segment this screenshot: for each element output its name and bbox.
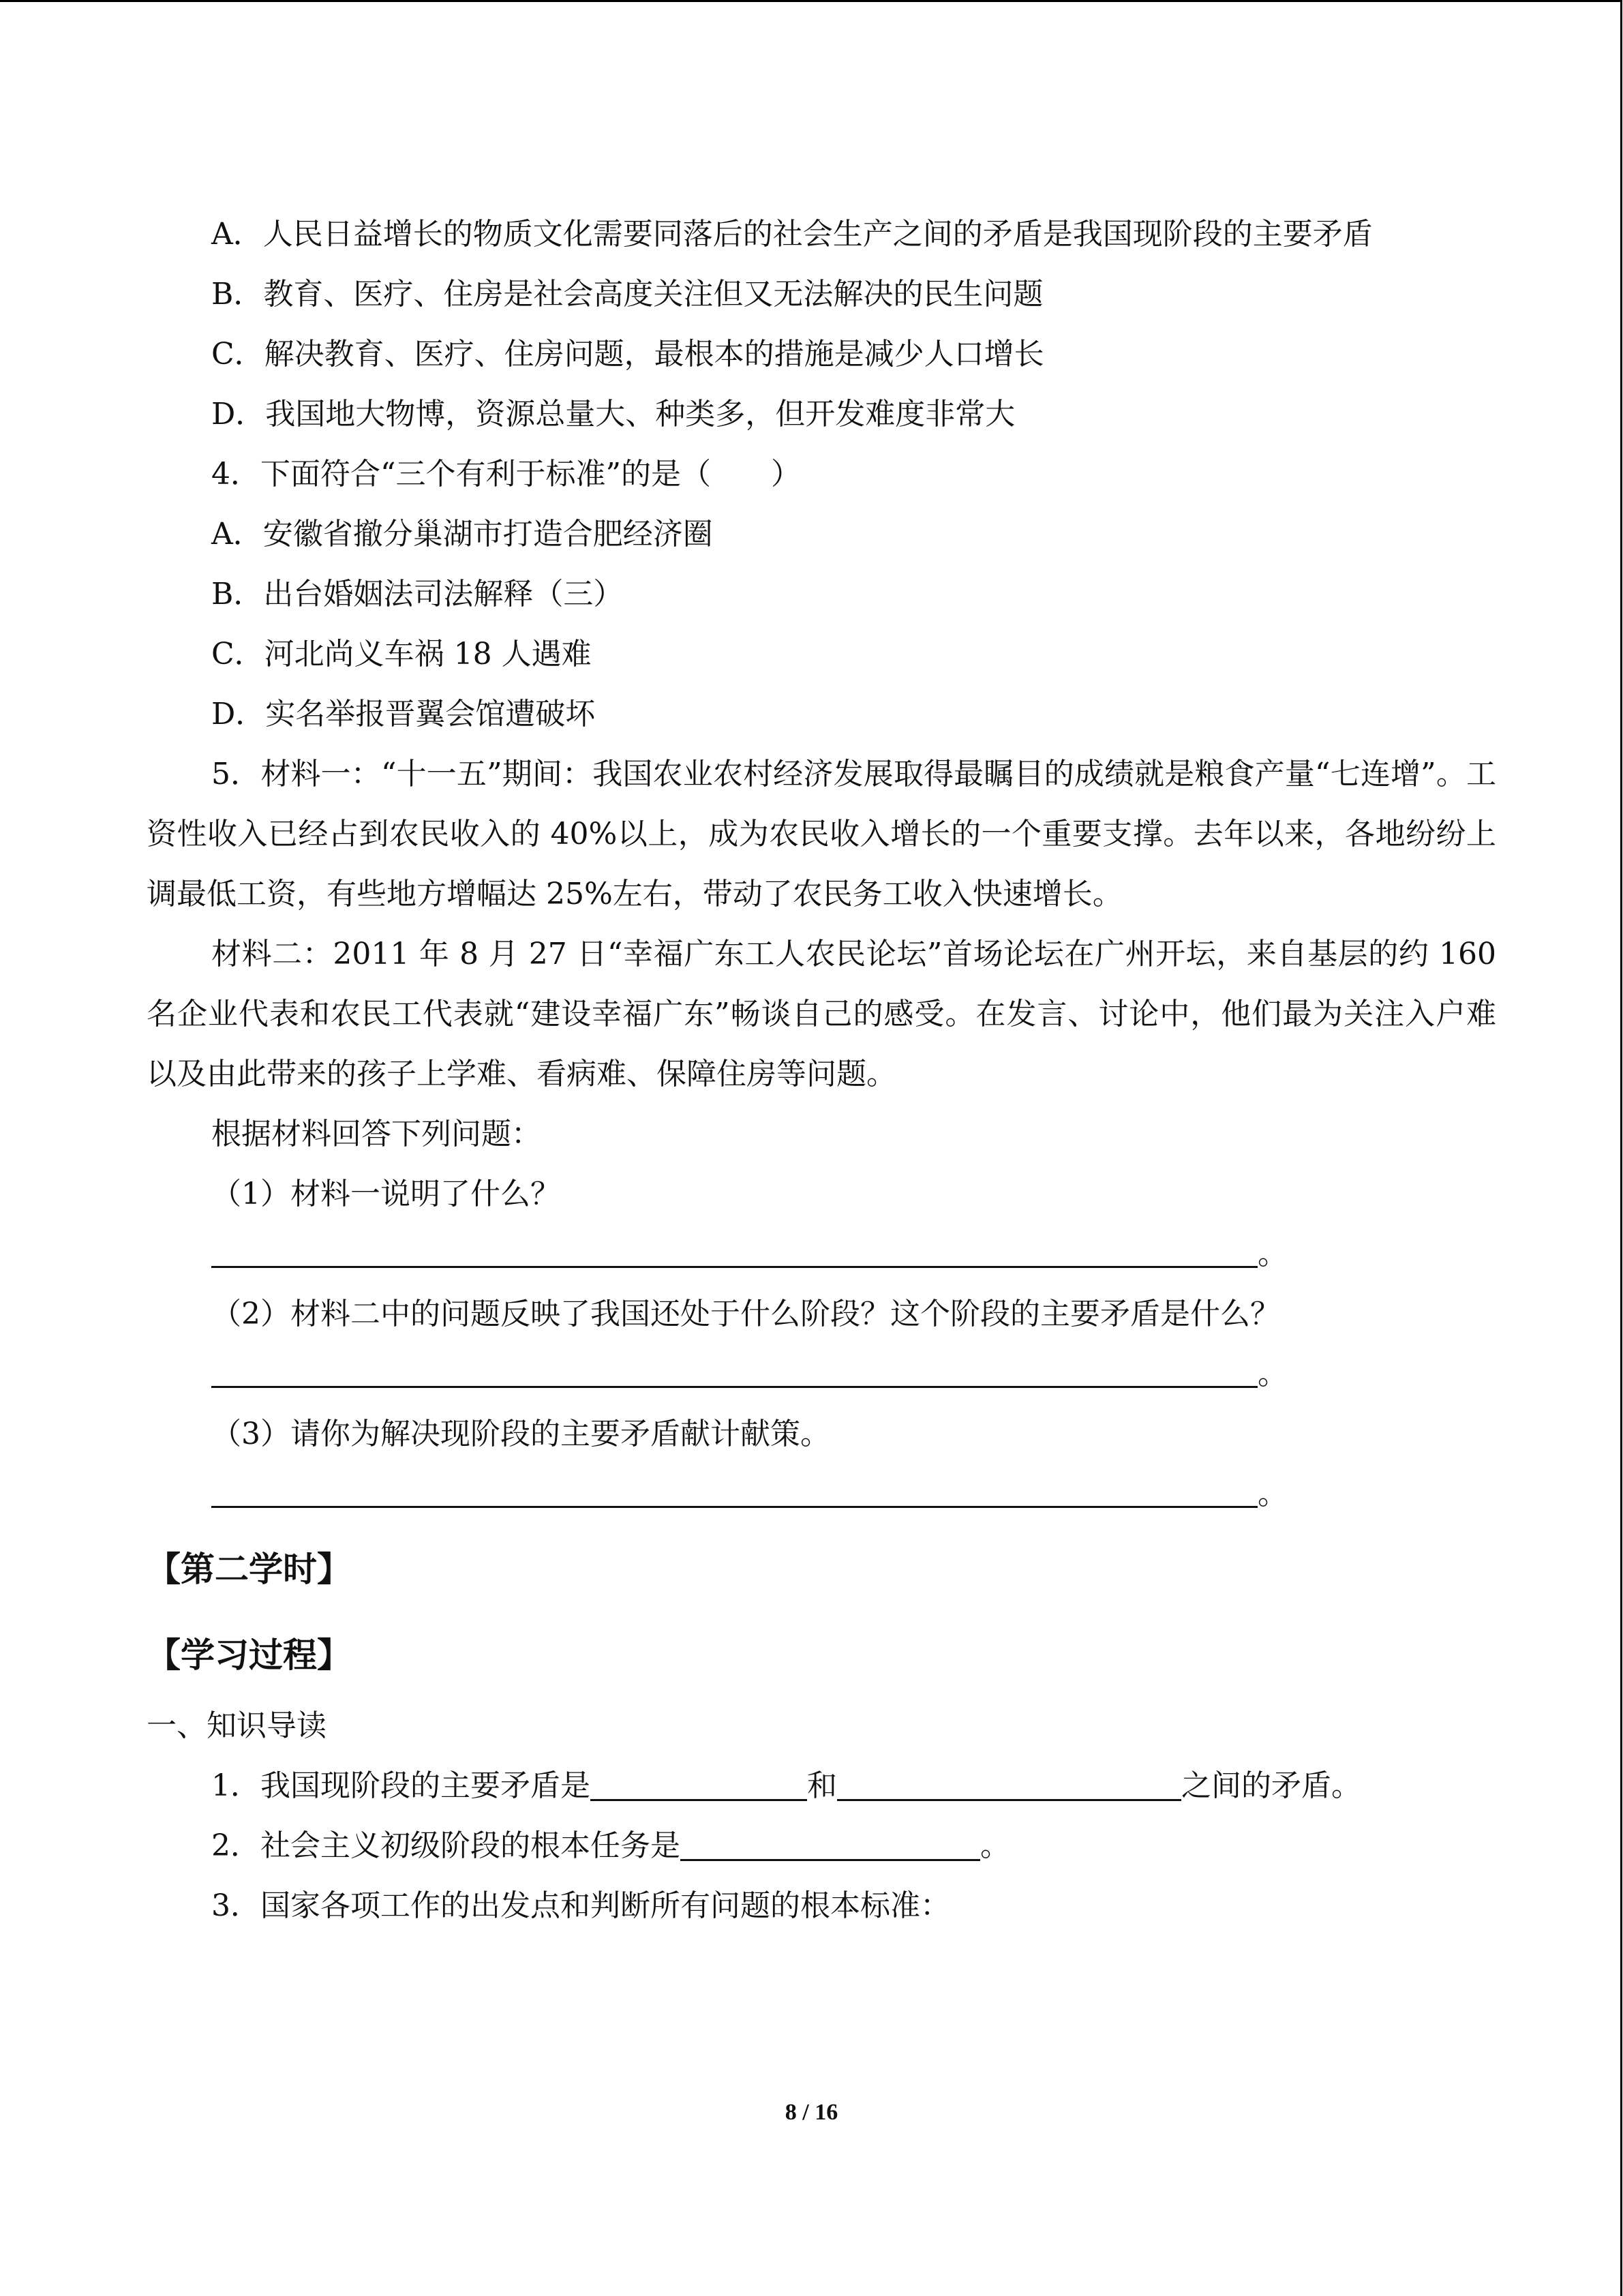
document-page (147, 205, 1496, 1936)
blank-end-1: 。 (1258, 1237, 1288, 1271)
fill-blank-1a[interactable] (590, 1766, 807, 1801)
answer-blank-2[interactable] (147, 1344, 1496, 1404)
knowledge-guide-title: 一、知识导读 (147, 1708, 327, 1743)
answer-blank-3[interactable] (147, 1464, 1496, 1524)
q5-sub-question-2: （2）材料二中的问题反映了我国还处于什么阶段？这个阶段的主要矛盾是什么？ (211, 1297, 1280, 1331)
q5-material-1: 5．材料一：“十一五”期间：我国农业农村经济发展取得最瞩目的成绩就是粮食产量“七连增”。工资性收入已经占到农民收入的 40%以上，成为农民收入增长的一个重要支撑。去年以来，各地纷纷上调最低工资，有些地方增幅达 25%左右，带动了农民务工收入快速增长。 (147, 757, 1496, 911)
heading-learning-process: 【学习过程】 (147, 1635, 351, 1675)
knowledge-item-2 (147, 1816, 1496, 1876)
q3-option-b: B．教育、医疗、住房是社会高度关注但又无法解决的民生问题 (211, 277, 1044, 312)
answer-blank-1[interactable] (147, 1224, 1496, 1284)
knowledge-item-1-pre: 1．我国现阶段的主要矛盾是 (211, 1768, 590, 1803)
heading-second-lesson: 【第二学时】 (147, 1550, 351, 1589)
q5-instruction: 根据材料回答下列问题： (211, 1117, 541, 1151)
knowledge-item-1 (147, 1756, 1496, 1816)
knowledge-item-2-post: 。 (980, 1828, 1010, 1863)
q4-option-c: C．河北尚义车祸 18 人遇难 (211, 637, 592, 671)
q5-material-2: 材料二：2011 年 8 月 27 日“幸福广东工人农民论坛”首场论坛在广州开坛，来自基层的约 160 名企业代表和农民工代表就“建设幸福广东”畅谈自己的感受。在发言、讨论中，他们最为关注入户难以及由此带来的孩子上学难、看病难、保障住房等问题。 (147, 937, 1496, 1091)
q5-sub-question-1: （1）材料一说明了什么？ (211, 1177, 560, 1211)
answer-rule-2[interactable] (211, 1352, 1258, 1388)
fill-blank-2[interactable] (680, 1826, 980, 1861)
fill-blank-1b[interactable] (837, 1766, 1181, 1801)
answer-rule-3[interactable] (211, 1472, 1258, 1508)
blank-end-2: 。 (1258, 1357, 1288, 1391)
knowledge-item-1-post: 之间的矛盾。 (1181, 1768, 1361, 1803)
knowledge-item-2-pre: 2．社会主义初级阶段的根本任务是 (211, 1828, 680, 1863)
blank-end-3: 。 (1258, 1477, 1288, 1511)
q5-sub-question-3: （3）请你为解决现阶段的主要矛盾献计献策。 (211, 1417, 830, 1451)
knowledge-item-1-mid: 和 (807, 1768, 837, 1803)
q3-option-d: D．我国地大物博，资源总量大、种类多，但开发难度非常大 (211, 397, 1016, 432)
q4-option-b: B．出台婚姻法司法解释（三） (211, 577, 624, 611)
q3-option-a: A．人民日益增长的物质文化需要同落后的社会生产之间的矛盾是我国现阶段的主要矛盾 (211, 217, 1373, 252)
q4-option-a: A．安徽省撤分巢湖市打造合肥经济圈 (211, 517, 713, 552)
q4-option-d: D．实名举报晋翼会馆遭破坏 (211, 697, 596, 731)
answer-rule-1[interactable] (211, 1232, 1258, 1268)
knowledge-item-3: 3．国家各项工作的出发点和判断所有问题的根本标准： (211, 1888, 950, 1923)
q4-stem: 4．下面符合“三个有利于标准”的是（ ） (211, 457, 801, 492)
q3-option-c: C．解决教育、医疗、住房问题，最根本的措施是减少人口增长 (211, 337, 1044, 372)
page-number: 8 / 16 (785, 2100, 838, 2125)
